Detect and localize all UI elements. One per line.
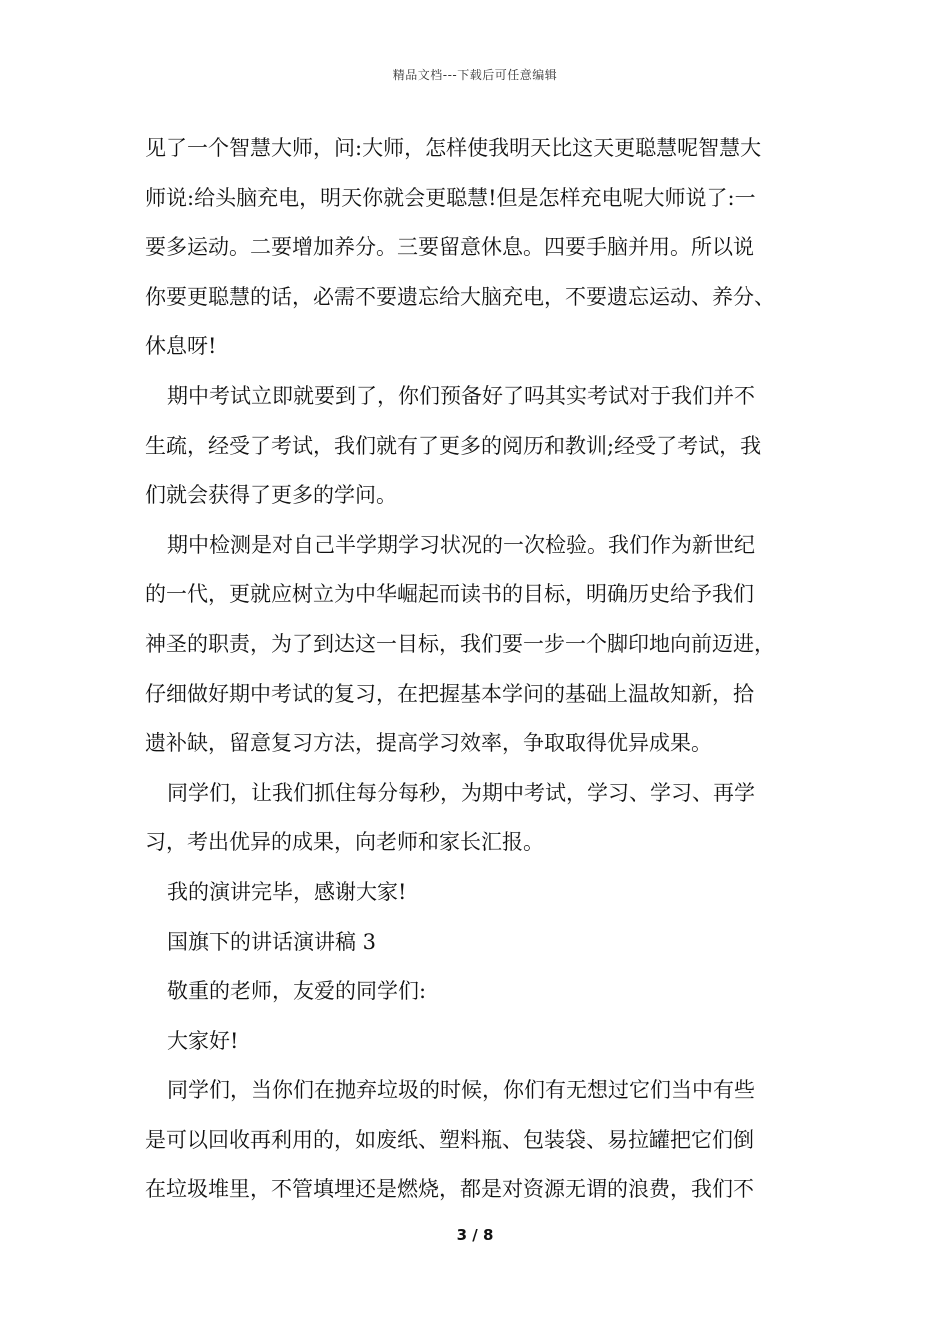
salutation-line: 敬重的老师，友爱的同学们: xyxy=(167,979,427,1004)
document-body xyxy=(145,124,825,1215)
text-line: 要多运动。二要增加养分。三要留意休息。四要手脑并用。所以说 xyxy=(145,235,754,260)
text-line: 师说:给头脑充电，明天你就会更聪慧!但是怎样充电呢大师说了:一 xyxy=(145,185,756,210)
text-line: 休息呀! xyxy=(145,334,217,359)
section-title: 国旗下的讲话演讲稿 3 xyxy=(167,929,377,954)
page-number: 3 / 8 xyxy=(456,1226,494,1244)
text-line: 的一代，更就应树立为中华崛起而读书的目标，明确历史给予我们 xyxy=(145,582,754,607)
paragraph-start-line: 我的演讲完毕，感谢大家! xyxy=(167,879,407,904)
text-line: 神圣的职责，为了到达这一目标，我们要一步一个脚印地向前迈进， xyxy=(145,631,775,656)
text-line: 在垃圾堆里，不管填埋还是燃烧，都是对资源无谓的浪费，我们不 xyxy=(145,1177,754,1202)
paragraph-start-line: 期中检测是对自己半学期学习状况的一次检验。我们作为新世纪 xyxy=(167,532,755,557)
text-line: 仔细做好期中考试的复习，在把握基本学问的基础上温故知新，拾 xyxy=(145,681,754,706)
paragraph-start-line: 同学们，让我们抓住每分每秒，为期中考试，学习、学习、再学 xyxy=(167,780,755,805)
text-line: 习，考出优异的成果，向老师和家长汇报。 xyxy=(145,830,544,855)
text-line: 生疏，经受了考试，我们就有了更多的阅历和教训;经受了考试，我 xyxy=(145,433,762,458)
page-header: 精品文档---下载后可任意编辑 xyxy=(392,68,558,82)
text-line: 们就会获得了更多的学问。 xyxy=(145,483,397,508)
greeting-line: 大家好! xyxy=(167,1028,239,1053)
paragraph-start-line: 同学们，当你们在抛弃垃圾的时候，你们有无想过它们当中有些 xyxy=(167,1078,755,1103)
text-line: 你要更聪慧的话，必需不要遗忘给大脑充电，不要遗忘运动、养分、 xyxy=(145,284,775,309)
text-line: 是可以回收再利用的，如废纸、塑料瓶、包装袋、易拉罐把它们倒 xyxy=(145,1127,754,1152)
text-line: 见了一个智慧大师，问:大师，怎样使我明天比这天更聪慧呢智慧大 xyxy=(145,136,762,160)
paragraph-start-line: 期中考试立即就要到了，你们预备好了吗其实考试对于我们并不 xyxy=(167,383,755,408)
text-line: 遗补缺，留意复习方法，提高学习效率，争取取得优异成果。 xyxy=(145,731,712,756)
